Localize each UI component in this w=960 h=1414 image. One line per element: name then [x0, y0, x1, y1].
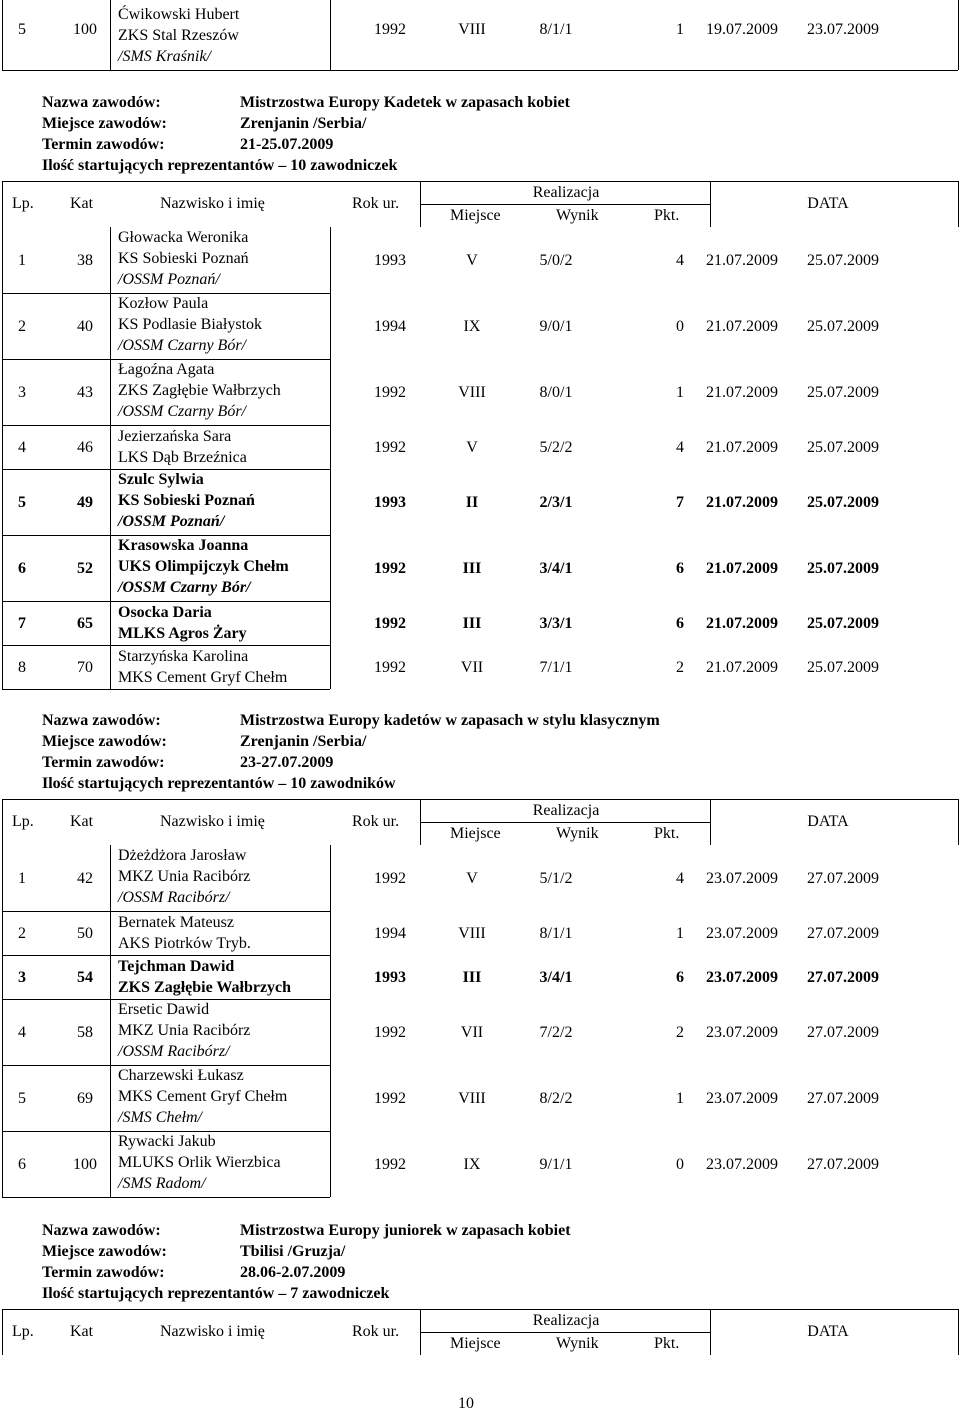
- athlete-name-line: /OSSM Racibórz/: [118, 1043, 230, 1060]
- table-rule: [420, 181, 421, 227]
- row-pkt: 1: [676, 925, 684, 942]
- athlete-name-line: KS Podlasie Białystok: [118, 316, 263, 333]
- table-rule: [2, 181, 3, 227]
- row-miejsce: II: [465, 494, 479, 511]
- column-header-miejsce: Miejsce: [450, 207, 501, 224]
- row-kat: 54: [77, 969, 93, 986]
- row-kat: 46: [77, 439, 93, 456]
- column-header-name: Nazwisko i imię: [160, 195, 265, 212]
- row-lp: 2: [18, 318, 26, 335]
- row-kat: 40: [77, 318, 93, 335]
- column-header-pkt: Pkt.: [654, 825, 680, 842]
- column-header-pkt: Pkt.: [654, 207, 680, 224]
- row-rok: 1993: [374, 252, 406, 269]
- row-pkt: 1: [676, 384, 684, 401]
- table-rule: [2, 70, 958, 71]
- athlete-name-line: Kozłow Paula: [118, 295, 209, 312]
- row-d1: 23.07.2009: [706, 1156, 778, 1173]
- row-miejsce: V: [466, 252, 478, 269]
- row-lp: 6: [18, 560, 26, 577]
- row-d1: 21.07.2009: [706, 615, 778, 632]
- participants-count: Ilość startujących reprezentantów – 10 zawodniczek: [42, 157, 398, 174]
- row-rok: 1992: [374, 1024, 406, 1041]
- row-rok: 1992: [374, 1156, 406, 1173]
- athlete-name-line: KS Sobieski Poznań: [118, 492, 255, 509]
- row-d1: 21.07.2009: [706, 384, 778, 401]
- row-miejsce: V: [466, 439, 478, 456]
- table-rule: [2, 1197, 330, 1198]
- row-d2: 25.07.2009: [807, 659, 879, 676]
- row-d2: 25.07.2009: [807, 615, 879, 632]
- row-d2: 25.07.2009: [807, 318, 879, 335]
- participants-count: Ilość startujących reprezentantów – 10 zawodników: [42, 775, 396, 792]
- table-rule: [2, 845, 3, 1197]
- table-rule: [958, 0, 959, 70]
- top-row-date-from: 19.07.2009: [706, 21, 778, 38]
- table-rule: [2, 1309, 958, 1310]
- competition-place-label: Miejsce zawodów:: [42, 733, 167, 750]
- table-rule: [958, 1309, 959, 1355]
- row-pkt: 4: [676, 870, 684, 887]
- table-rule: [710, 799, 711, 845]
- column-header-miejsce: Miejsce: [450, 825, 501, 842]
- athlete-name-line: /OSSM Czarny Bór/: [118, 579, 251, 596]
- table-rule: [2, 799, 958, 800]
- athlete-name-line: /SMS Kraśnik/: [118, 48, 211, 65]
- competition-name: Mistrzostwa Europy Kadetek w zapasach kobiet: [240, 94, 570, 111]
- row-kat: 52: [77, 560, 93, 577]
- athlete-name-line: MKS Cement Gryf Chełm: [118, 1088, 288, 1105]
- row-miejsce: VIII: [458, 925, 486, 942]
- row-kat: 100: [73, 1156, 97, 1173]
- athlete-name-line: MKZ Unia Racibórz: [118, 868, 251, 885]
- column-header-rok: Rok ur.: [352, 813, 400, 830]
- row-lp: 1: [18, 252, 26, 269]
- athlete-name-line: Szulc Sylwia: [118, 471, 204, 488]
- row-rok: 1992: [374, 560, 406, 577]
- row-wynik: 8/1/1: [539, 925, 573, 942]
- row-lp: 3: [18, 384, 26, 401]
- row-d2: 25.07.2009: [807, 560, 879, 577]
- column-header-wynik: Wynik: [556, 207, 599, 224]
- row-wynik: 5/0/2: [539, 252, 573, 269]
- column-header-wynik: Wynik: [556, 825, 599, 842]
- athlete-name-line: MKS Cement Gryf Chełm: [118, 669, 288, 686]
- row-wynik: 7/1/1: [539, 659, 573, 676]
- competition-name: Mistrzostwa Europy kadetów w zapasach w stylu klasycznym: [240, 712, 660, 729]
- row-kat: 38: [77, 252, 93, 269]
- row-wynik: 9/1/1: [539, 1156, 573, 1173]
- row-rok: 1993: [374, 494, 406, 511]
- row-pkt: 0: [676, 1156, 684, 1173]
- column-header-data: DATA: [807, 1323, 849, 1340]
- row-pkt: 4: [676, 439, 684, 456]
- top-row-wynik: 8/1/1: [539, 21, 573, 38]
- row-rok: 1993: [374, 969, 406, 986]
- column-header-wynik: Wynik: [556, 1335, 599, 1352]
- row-miejsce: III: [462, 969, 482, 986]
- row-d1: 23.07.2009: [706, 969, 778, 986]
- row-pkt: 1: [676, 1090, 684, 1107]
- column-header-lp: Lp.: [12, 195, 34, 212]
- table-rule: [710, 1309, 711, 1355]
- competition-date: 28.06-2.07.2009: [240, 1264, 346, 1281]
- column-header-data: DATA: [807, 813, 849, 830]
- competition-name-label: Nazwa zawodów:: [42, 94, 161, 111]
- athlete-name-line: /OSSM Czarny Bór/: [118, 403, 246, 420]
- row-kat: 70: [77, 659, 93, 676]
- row-pkt: 4: [676, 252, 684, 269]
- athlete-name-line: ZKS Zagłębie Wałbrzych: [118, 979, 292, 996]
- athlete-name-line: Bernatek Mateusz: [118, 914, 234, 931]
- table-rule: [330, 227, 331, 689]
- column-header-data: DATA: [807, 195, 849, 212]
- athlete-name-line: Ćwikowski Hubert: [118, 6, 240, 23]
- row-rok: 1994: [374, 925, 406, 942]
- row-d2: 27.07.2009: [807, 1156, 879, 1173]
- row-pkt: 2: [676, 659, 684, 676]
- row-wynik: 8/2/2: [539, 1090, 573, 1107]
- athlete-name-line: Jezierzańska Sara: [118, 428, 232, 445]
- athlete-name-line: Starzyńska Karolina: [118, 648, 249, 665]
- row-d2: 25.07.2009: [807, 494, 879, 511]
- athlete-name-line: ZKS Stal Rzeszów: [118, 27, 239, 44]
- row-lp: 4: [18, 439, 26, 456]
- row-kat: 58: [77, 1024, 93, 1041]
- row-pkt: 7: [676, 494, 684, 511]
- row-lp: 5: [18, 1090, 26, 1107]
- top-row-rok: 1992: [374, 21, 406, 38]
- table-rule: [110, 227, 111, 689]
- competition-name-label: Nazwa zawodów:: [42, 712, 161, 729]
- row-kat: 50: [77, 925, 93, 942]
- competition-name: Mistrzostwa Europy juniorek w zapasach kobiet: [240, 1222, 571, 1239]
- row-lp: 1: [18, 870, 26, 887]
- row-d2: 27.07.2009: [807, 925, 879, 942]
- athlete-name-line: LKS Dąb Brzeźnica: [118, 449, 247, 466]
- column-header-kat: Kat: [70, 1323, 94, 1340]
- athlete-name-line: /SMS Radom/: [118, 1175, 206, 1192]
- row-rok: 1994: [374, 318, 406, 335]
- athlete-name-line: MKZ Unia Racibórz: [118, 1022, 251, 1039]
- competition-place-label: Miejsce zawodów:: [42, 1243, 167, 1260]
- athlete-name-line: Ersetic Dawid: [118, 1001, 210, 1018]
- row-rok: 1992: [374, 615, 406, 632]
- row-d1: 21.07.2009: [706, 439, 778, 456]
- table-rule: [2, 181, 958, 182]
- column-header-lp: Lp.: [12, 1323, 34, 1340]
- row-wynik: 7/2/2: [539, 1024, 573, 1041]
- row-kat: 43: [77, 384, 93, 401]
- column-header-realizacja: Realizacja: [532, 184, 600, 201]
- row-lp: 8: [18, 659, 26, 676]
- row-d1: 23.07.2009: [706, 870, 778, 887]
- row-d2: 27.07.2009: [807, 1024, 879, 1041]
- column-header-realizacja: Realizacja: [532, 1312, 600, 1329]
- row-miejsce: VII: [460, 1024, 484, 1041]
- row-miejsce: VIII: [458, 1090, 486, 1107]
- row-lp: 4: [18, 1024, 26, 1041]
- table-rule: [2, 1309, 3, 1355]
- row-d2: 25.07.2009: [807, 439, 879, 456]
- competition-date-label: Termin zawodów:: [42, 754, 165, 771]
- column-header-realizacja: Realizacja: [532, 802, 600, 819]
- row-miejsce: VII: [460, 659, 484, 676]
- row-rok: 1992: [374, 659, 406, 676]
- competition-place-label: Miejsce zawodów:: [42, 115, 167, 132]
- row-lp: 5: [18, 494, 26, 511]
- table-rule: [958, 799, 959, 845]
- column-header-miejsce: Miejsce: [450, 1335, 501, 1352]
- row-wynik: 8/0/1: [539, 384, 573, 401]
- top-row-miejsce: VIII: [458, 21, 486, 38]
- column-header-rok: Rok ur.: [352, 1323, 400, 1340]
- column-header-rok: Rok ur.: [352, 195, 400, 212]
- athlete-name-line: Charzewski Łukasz: [118, 1067, 244, 1084]
- column-header-pkt: Pkt.: [654, 1335, 680, 1352]
- table-rule: [110, 845, 111, 1197]
- row-rok: 1992: [374, 384, 406, 401]
- top-row-date-to: 23.07.2009: [807, 21, 879, 38]
- table-rule: [710, 181, 711, 227]
- row-lp: 2: [18, 925, 26, 942]
- row-miejsce: III: [462, 615, 482, 632]
- athlete-name-line: Łagoźna Agata: [118, 361, 215, 378]
- athlete-name-line: AKS Piotrków Tryb.: [118, 935, 251, 952]
- row-wynik: 9/0/1: [539, 318, 573, 335]
- row-d2: 27.07.2009: [807, 1090, 879, 1107]
- row-lp: 7: [18, 615, 26, 632]
- row-miejsce: IX: [463, 1156, 481, 1173]
- competition-date: 23-27.07.2009: [240, 754, 334, 771]
- row-d2: 25.07.2009: [807, 384, 879, 401]
- athlete-name-line: Tejchman Dawid: [118, 958, 235, 975]
- row-pkt: 0: [676, 318, 684, 335]
- athlete-name-line: MLKS Agros Żary: [118, 625, 247, 642]
- row-pkt: 2: [676, 1024, 684, 1041]
- row-pkt: 6: [676, 969, 684, 986]
- athlete-name-line: Osocka Daria: [118, 604, 212, 621]
- row-lp: 6: [18, 1156, 26, 1173]
- row-wynik: 2/3/1: [539, 494, 573, 511]
- row-d2: 27.07.2009: [807, 870, 879, 887]
- table-rule: [958, 181, 959, 227]
- athlete-name-line: /OSSM Poznań/: [118, 513, 225, 530]
- table-rule: [2, 799, 3, 845]
- table-rule: [330, 845, 331, 1197]
- row-d1: 21.07.2009: [706, 318, 778, 335]
- athlete-name-line: /OSSM Czarny Bór/: [118, 337, 246, 354]
- row-d2: 27.07.2009: [807, 969, 879, 986]
- row-wynik: 3/4/1: [539, 560, 573, 577]
- athlete-name-line: Rywacki Jakub: [118, 1133, 216, 1150]
- athlete-name-line: Dżeżdżora Jarosław: [118, 847, 247, 864]
- row-kat: 65: [77, 615, 93, 632]
- competition-name-label: Nazwa zawodów:: [42, 1222, 161, 1239]
- competition-date-label: Termin zawodów:: [42, 136, 165, 153]
- row-lp: 3: [18, 969, 26, 986]
- row-pkt: 6: [676, 560, 684, 577]
- athlete-name-line: /OSSM Poznań/: [118, 271, 220, 288]
- row-pkt: 6: [676, 615, 684, 632]
- column-header-name: Nazwisko i imię: [160, 1323, 265, 1340]
- page-number: 10: [458, 1395, 474, 1412]
- row-wynik: 5/2/2: [539, 439, 573, 456]
- column-header-name: Nazwisko i imię: [160, 813, 265, 830]
- athlete-name-line: KS Sobieski Poznań: [118, 250, 249, 267]
- row-d1: 23.07.2009: [706, 1090, 778, 1107]
- table-rule: [420, 799, 421, 845]
- competition-place: Tbilisi /Gruzja/: [240, 1243, 346, 1260]
- athlete-name-line: /SMS Chełm/: [118, 1109, 202, 1126]
- row-d1: 21.07.2009: [706, 494, 778, 511]
- row-d1: 21.07.2009: [706, 560, 778, 577]
- athlete-name-line: UKS Olimpijczyk Chełm: [118, 558, 289, 575]
- row-miejsce: III: [462, 560, 482, 577]
- top-row-lp: 5: [18, 21, 26, 38]
- row-rok: 1992: [374, 439, 406, 456]
- row-rok: 1992: [374, 1090, 406, 1107]
- top-row-kat: 100: [73, 21, 97, 38]
- athlete-name-line: Głowacka Weronika: [118, 229, 249, 246]
- row-wynik: 3/3/1: [539, 615, 573, 632]
- participants-count: Ilość startujących reprezentantów – 7 zawodniczek: [42, 1285, 390, 1302]
- row-wynik: 5/1/2: [539, 870, 573, 887]
- table-rule: [2, 227, 3, 689]
- column-header-kat: Kat: [70, 195, 94, 212]
- row-kat: 49: [77, 494, 93, 511]
- row-kat: 69: [77, 1090, 93, 1107]
- row-d1: 21.07.2009: [706, 252, 778, 269]
- row-miejsce: IX: [463, 318, 481, 335]
- competition-date: 21-25.07.2009: [240, 136, 334, 153]
- row-d1: 23.07.2009: [706, 925, 778, 942]
- row-d1: 23.07.2009: [706, 1024, 778, 1041]
- column-header-lp: Lp.: [12, 813, 34, 830]
- top-row-pkt: 1: [676, 21, 684, 38]
- row-d1: 21.07.2009: [706, 659, 778, 676]
- row-kat: 42: [77, 870, 93, 887]
- row-wynik: 3/4/1: [539, 969, 573, 986]
- table-rule: [2, 689, 330, 690]
- competition-place: Zrenjanin /Serbia/: [240, 733, 367, 750]
- row-miejsce: VIII: [458, 384, 486, 401]
- row-miejsce: V: [466, 870, 478, 887]
- column-header-kat: Kat: [70, 813, 94, 830]
- athlete-name-line: /OSSM Racibórz/: [118, 889, 230, 906]
- competition-date-label: Termin zawodów:: [42, 1264, 165, 1281]
- row-rok: 1992: [374, 870, 406, 887]
- athlete-name-line: Krasowska Joanna: [118, 537, 249, 554]
- row-d2: 25.07.2009: [807, 252, 879, 269]
- table-rule: [420, 1309, 421, 1355]
- athlete-name-line: MLUKS Orlik Wierzbica: [118, 1154, 281, 1171]
- athlete-name-line: ZKS Zagłębie Wałbrzych: [118, 382, 281, 399]
- competition-place: Zrenjanin /Serbia/: [240, 115, 367, 132]
